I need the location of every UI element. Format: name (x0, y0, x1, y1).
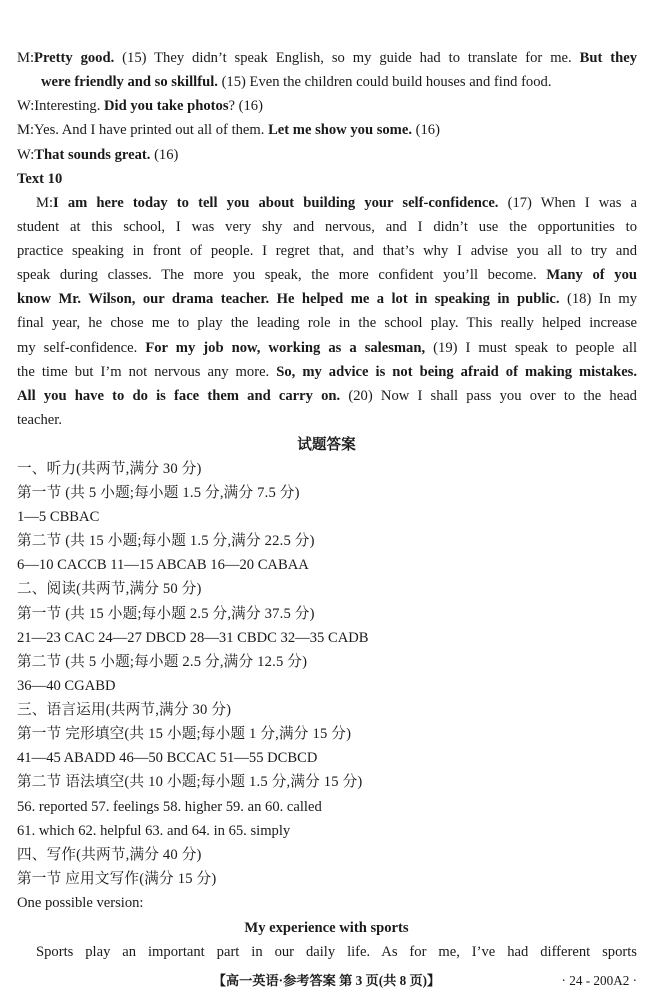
dialogue-text: M:Yes. And I have printed out all of them. (17, 122, 265, 138)
answer-key-line: 36—40 CGABD (17, 678, 116, 694)
passage-line (36, 193, 637, 213)
passage-text: student at this school, I was very shy and nervous, and I didn’t use the opportunities to (17, 219, 637, 235)
bold-phrase: Let me show you some. (268, 122, 412, 138)
dialogue-line (41, 72, 637, 92)
bold-phrase: Many of you (546, 267, 638, 283)
bold-phrase: Pretty good. (34, 50, 115, 66)
text-heading: Text 10 (17, 171, 63, 187)
speaker-label: W: (17, 147, 35, 163)
passage-line (17, 289, 637, 309)
answers-title: 试题答案 (297, 437, 356, 453)
passage-line (17, 313, 637, 333)
bold-phrase: All you have to do is face them and carry on. (17, 388, 341, 404)
dialogue-text: (16) (154, 147, 179, 163)
passage-line (17, 386, 637, 406)
answer-key-line: 6—10 CACCB 11—15 ABCAB 16—20 CABAA (17, 557, 309, 573)
answer-key-line: 56. reported 57. feelings 58. higher 59. an 60. called (17, 799, 322, 815)
answer-key-line: 1—5 CBBAC (17, 509, 100, 525)
speaker-label: M: (17, 50, 35, 66)
passage-text: my self-confidence. (17, 340, 138, 356)
part-heading: 第二节 语法填空(共 10 小题;每小题 1.5 分,满分 15 分) (17, 774, 363, 790)
passage-line (17, 338, 637, 358)
part-heading: 第二节 (共 5 小题;每小题 2.5 分,满分 12.5 分) (17, 654, 308, 670)
passage-text: speak during classes. The more you speak, the more confident you’ll become. (17, 267, 537, 283)
passage-line (17, 241, 637, 261)
passage-text: the time but I’m not nervous any more. (17, 364, 270, 380)
dialogue-text: (16) (415, 122, 440, 138)
part-heading: 第一节 应用文写作(满分 15 分) (17, 871, 217, 887)
bold-phrase: were friendly and so skillful. (41, 74, 218, 90)
passage-line (17, 410, 637, 430)
passage-text: teacher. (17, 412, 62, 428)
passage-text: (20) Now I shall pass you over to the head (348, 388, 637, 404)
passage-text: (18) In my (567, 291, 638, 307)
speaker-label: M: (36, 195, 54, 211)
essay-title: My experience with sports (244, 920, 409, 936)
bold-phrase: So, my advice is not being afraid of making mistakes. (276, 364, 637, 380)
answer-key-line: 21—23 CAC 24—27 DBCD 28—31 CBDC 32—35 CADB (17, 630, 369, 646)
dialogue-text: W:Interesting. (17, 98, 101, 114)
bold-phrase: For my job now, working as a salesman, (145, 340, 426, 356)
dialogue-text: (15) They didn’t speak English, so my guide had to translate for me. (122, 50, 572, 66)
essay-line: Sports play an important part in our daily life. As for me, I’ve had different sports (36, 944, 637, 960)
passage-line (17, 265, 637, 285)
dialogue-text: (15) Even the children could build houses and find food. (221, 74, 552, 90)
passage-text: final year, he chose me to play the leading role in the school play. This really helped increase (17, 315, 637, 331)
answer-key-line: 61. which 62. helpful 63. and 64. in 65. simply (17, 823, 291, 839)
answer-key-line: 41—45 ABADD 46—50 BCCAC 51—55 DCBCD (17, 750, 318, 766)
version-label: One possible version: (17, 895, 144, 911)
bold-phrase: That sounds great. (34, 147, 151, 163)
section-heading: 二、阅读(共两节,满分 50 分) (17, 581, 202, 597)
dialogue-line (17, 120, 637, 140)
section-heading: 四、写作(共两节,满分 40 分) (17, 847, 202, 863)
dialogue-line (17, 145, 637, 165)
part-heading: 第一节 完形填空(共 15 小题;每小题 1 分,满分 15 分) (17, 726, 352, 742)
part-heading: 第一节 (共 5 小题;每小题 1.5 分,满分 7.5 分) (17, 485, 300, 501)
footer-page-info: 【高一英语·参考答案 第 3 页(共 8 页)】 (212, 973, 441, 988)
dialogue-line (17, 48, 637, 68)
part-heading: 第一节 (共 15 小题;每小题 2.5 分,满分 37.5 分) (17, 606, 315, 622)
bold-phrase: I am here today to tell you about building your self-confidence. (53, 195, 499, 211)
bold-phrase: know Mr. Wilson, our drama teacher. He helped me a lot in speaking in public. (17, 291, 560, 307)
passage-line (17, 217, 637, 237)
dialogue-line (17, 96, 637, 116)
passage-text: practice speaking in front of people. I regret that, and that’s why I advise you all to try and (17, 243, 637, 259)
passage-text: (17) When I was a (507, 195, 637, 211)
section-heading: 一、听力(共两节,满分 30 分) (17, 461, 202, 477)
part-heading: 第二节 (共 15 小题;每小题 1.5 分,满分 22.5 分) (17, 533, 315, 549)
passage-text: (19) I must speak to people all (433, 340, 638, 356)
dialogue-text: ? (16) (228, 98, 263, 114)
footer-code: · 24 - 200A2 · (561, 973, 637, 988)
bold-phrase: Did you take photos (104, 98, 229, 114)
passage-line (17, 362, 637, 382)
bold-phrase: But they (579, 50, 637, 66)
section-heading: 三、语言运用(共两节,满分 30 分) (17, 702, 232, 718)
page-footer (0, 971, 653, 991)
